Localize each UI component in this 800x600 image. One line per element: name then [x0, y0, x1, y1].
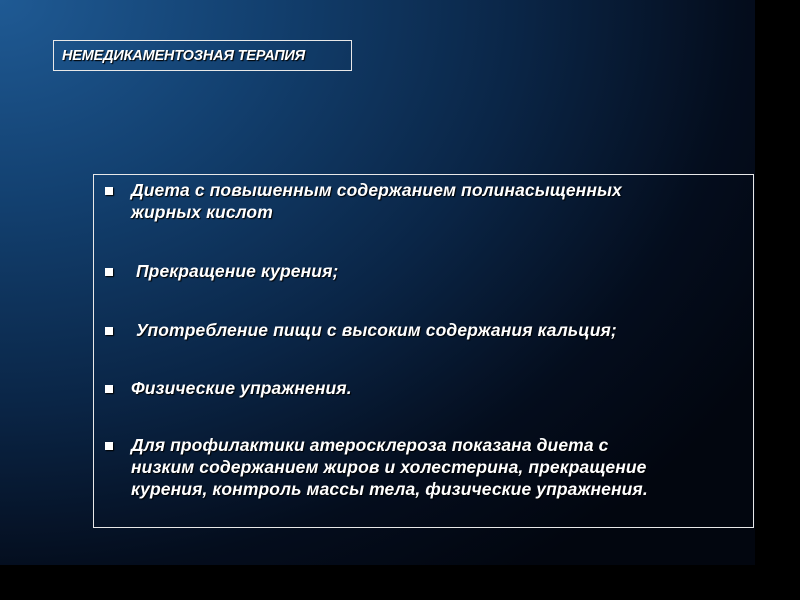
bullet-text-line: Физические упражнения.	[131, 378, 352, 398]
square-bullet-icon	[105, 187, 113, 195]
bullet-text-line: жирных кислот	[131, 202, 273, 222]
bullet-text-line: Употребление пищи с высоким содержания кальция;	[131, 320, 617, 340]
bullet-text-line: курения, контроль массы тела, физические упражнения.	[131, 479, 648, 499]
bullet-text	[131, 377, 352, 399]
bullet-text-line: низким содержанием жиров и холестерина, прекращение	[131, 457, 647, 477]
content-box	[93, 174, 754, 528]
bullet-text	[131, 434, 648, 500]
bullet-text-line: Прекращение курения;	[131, 261, 339, 281]
square-bullet-icon	[105, 385, 113, 393]
slide-title	[53, 40, 352, 71]
square-bullet-icon	[105, 442, 113, 450]
bullet-text-line: Диета с повышенным содержанием полинасыщенных	[131, 180, 622, 200]
bullet-text	[131, 319, 617, 341]
square-bullet-icon	[105, 268, 113, 276]
bullet-text	[131, 179, 622, 223]
square-bullet-icon	[105, 327, 113, 335]
bullet-text	[131, 260, 338, 282]
bullet-text-line: Для профилактики атеросклероза показана диета с	[131, 435, 609, 455]
slide-title-text: НЕМЕДИКАМЕНТОЗНАЯ ТЕРАПИЯ	[62, 47, 306, 64]
